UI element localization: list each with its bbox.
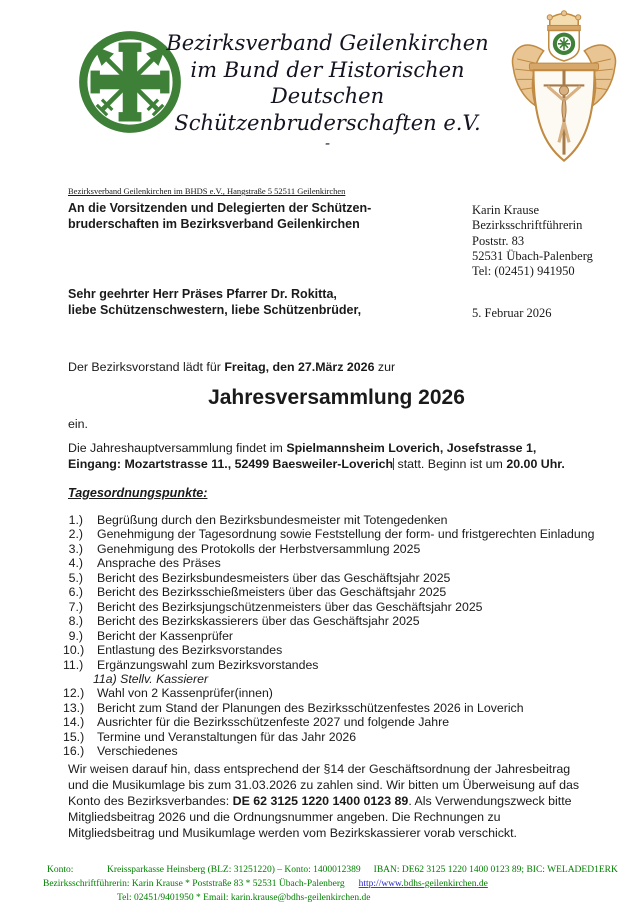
venue-mid-text: statt. Beginn ist um — [394, 456, 507, 471]
bhds-coat-of-arms-icon — [503, 10, 625, 168]
agenda-item — [63, 730, 594, 744]
agenda-item-number: 3.) — [68, 541, 83, 556]
agenda-item — [63, 614, 594, 628]
agenda-item-number: 15.) — [63, 729, 85, 744]
sender-return-address: Bezirksverband Geilenkirchen im BHDS e.V., Hangstraße 5 52511 Geilenkirchen — [68, 186, 346, 196]
contact-phone: Tel: (02451) 941950 — [472, 264, 575, 279]
agenda-item — [63, 629, 594, 643]
letter-date: 5. Februar 2026 — [472, 306, 552, 320]
agenda-item-number: 9.) — [68, 628, 83, 643]
agenda-item-number: 11.) — [63, 657, 84, 672]
footer-secretary-address: Bezirksschriftführerin: Karin Krause * Poststraße 83 * 52531 Übach-Palenberg — [43, 879, 345, 889]
contact-street: Poststr. 83 — [472, 233, 525, 248]
venue-paragraph — [68, 441, 580, 472]
agenda-item-text: Bericht des Bezirkskassierers über das Geschäftsjahr 2025 — [97, 614, 420, 629]
agenda-item-text: Bericht des Bezirksjungschützenmeisters über das Geschäftsjahr 2025 — [97, 599, 483, 614]
agenda-item-number: 14.) — [63, 715, 85, 730]
agenda-item — [63, 686, 594, 700]
payment-note-paragraph — [68, 762, 580, 842]
contact-city: 52531 Übach-Palenberg — [472, 248, 593, 263]
agenda-item-text: Bericht des Bezirksschießmeisters über das Geschäftsjahr 2025 — [97, 585, 447, 600]
venue-text: Die Jahreshauptversammlung findet im — [68, 441, 287, 455]
salutation-line: Sehr geehrter Herr Präses Pfarrer Dr. Rokitta, — [68, 287, 337, 301]
website-link[interactable] — [359, 879, 488, 889]
contact-role: Bezirksschriftführerin — [472, 218, 583, 233]
footer-telephone-line — [117, 892, 370, 906]
agenda-item-number: 10.) — [63, 643, 85, 658]
agenda-item — [63, 556, 594, 570]
footer-konto-label: Konto: — [47, 865, 74, 875]
recipient-line: An die Vorsitzenden und Delegierten der Schützen- — [68, 201, 372, 215]
agenda-item-number: 7.) — [68, 599, 83, 614]
footer-bank-details: Kreissparkasse Heinsberg (BLZ: 31251220) – Konto: 1400012389 — [107, 865, 361, 875]
invitation-intro — [68, 360, 395, 374]
agenda-item-text: Begrüßung durch den Bezirksbundesmeister mit Totengedenken — [97, 513, 448, 527]
agenda-item-text: Bericht zum Stand der Planungen des Bezirksschützenfestes 2026 in Loverich — [97, 700, 524, 715]
agenda-item-text: Verschiedenes — [97, 744, 178, 759]
agenda-item-text: Ansprache des Präses — [97, 556, 221, 571]
title-line: Schützenbruderschaften e.V. — [174, 110, 481, 135]
organization-title — [140, 30, 515, 150]
agenda-sub-item-11a: 11a) Stellv. Kassierer — [93, 671, 209, 686]
agenda-item — [63, 527, 594, 541]
agenda-item-text: Genehmigung des Protokolls der Herbstversammlung 2025 — [97, 541, 421, 556]
page-title: Jahresversammlung 2026 — [208, 386, 465, 409]
iban-bold: DE 62 3125 1220 1400 0123 89 — [232, 793, 409, 808]
agenda-item — [63, 600, 594, 614]
title-line: Bezirksverband Geilenkirchen — [166, 31, 489, 55]
agenda-item-number: 4.) — [68, 556, 83, 571]
agenda-item — [63, 571, 594, 585]
closing-text: Wir weisen darauf hin, dass entsprechend der §14 der Geschäftsordnung der Jahresbeitrag und die Musikumlage bis zum 31.03.2026 zu zahlen sind. Wir bitten um Überweisung auf das Konto des Bezirksverbandes: — [68, 762, 580, 808]
agenda-item-number: 5.) — [68, 570, 83, 585]
agenda-item — [63, 744, 594, 758]
footer-bank-line — [47, 864, 618, 878]
intro-text: Der Bezirksvorstand lädt für — [68, 360, 225, 374]
agenda-item — [63, 701, 594, 715]
salutation-line: liebe Schützenschwestern, liebe Schützenbrüder, — [68, 302, 362, 317]
invitation-ein: ein. — [68, 417, 88, 431]
agenda-heading: Tagesordnungspunkte: — [68, 486, 208, 500]
agenda-item — [63, 513, 594, 527]
agenda-list — [63, 513, 594, 759]
website-link-protocol: http://www. — [358, 879, 404, 889]
agenda-item-text: Bericht der Kassenprüfer — [97, 628, 234, 643]
agenda-item-number: 16.) — [63, 744, 85, 759]
agenda-item-number: 13.) — [63, 700, 85, 715]
contact-block — [472, 203, 593, 279]
agenda-item — [63, 715, 594, 729]
recipient-address — [68, 201, 371, 232]
agenda-item-text: Ergänzungswahl zum Bezirksvorstandes — [97, 657, 319, 672]
agenda-item-text: Termine und Veranstaltungen für das Jahr 2026 — [97, 729, 357, 744]
intro-date-bold: Freitag, den 27.März 2026 — [224, 360, 375, 374]
venue-address-bold: Spielmannsheim Loverich, Josefstrasse 1, Eingang: Mozartstrasse 11., 52499 Baesweiler-Loverich — [68, 441, 537, 471]
title-line: Deutschen — [270, 84, 385, 108]
agenda-item — [63, 542, 594, 556]
intro-suffix: zur — [374, 360, 396, 374]
recipient-line: bruderschaften im Bezirksverband Geilenkirchen — [68, 216, 360, 231]
agenda-item-text: Wahl von 2 Kassenprüfer(innen) — [97, 686, 273, 701]
agenda-item-number: 2.) — [68, 527, 83, 542]
agenda-item-text: Genehmigung der Tagesordnung sowie Feststellung der form- und fristgerechten Einladung — [97, 527, 595, 542]
footer-iban: IBAN: DE62 3125 1220 1400 0123 89; BIC: WELADED1ERK — [373, 865, 618, 875]
website-link-domain: bdhs-geilenkirchen.de — [403, 879, 488, 889]
agenda-item-text: Entlastung des Bezirksvorstandes — [97, 643, 283, 658]
footer-tel-label: Tel: 02451/9401950 * Email: — [117, 893, 231, 903]
footer-secretary-line — [43, 878, 488, 892]
agenda-item-text: Ausrichter für die Bezirksschützenfeste 2027 und folgende Jahre — [97, 715, 450, 730]
agenda-item-number: 6.) — [68, 585, 83, 600]
agenda-item — [63, 585, 594, 599]
agenda-item-text: Bericht des Bezirksbundesmeisters über das Geschäftsjahr 2025 — [97, 570, 451, 585]
agenda-item — [63, 658, 594, 672]
email-link[interactable]: karin.krause@bdhs-geilenkirchen.de — [230, 893, 371, 903]
agenda-item-number: 8.) — [68, 614, 83, 629]
agenda-item-number: 12.) — [63, 686, 85, 701]
salutation — [68, 287, 361, 318]
agenda-item-number: 1.) — [68, 513, 83, 527]
title-line: im Bund der Historischen — [190, 57, 465, 82]
contact-name: Karin Krause — [472, 203, 539, 217]
title-dash: - — [324, 134, 331, 152]
venue-time-bold: 20.00 Uhr. — [506, 456, 565, 471]
agenda-item — [63, 643, 594, 657]
closing-text2: . Als Verwendungszweck bitte Mitgliedsbeitrag 2026 und die Ordnungsnummer angeben. Die Rechnungen zu Mitgliedsbeitrag und Musikumlage werden vom Bezirkskassierer vorab verschickt. — [68, 793, 572, 840]
